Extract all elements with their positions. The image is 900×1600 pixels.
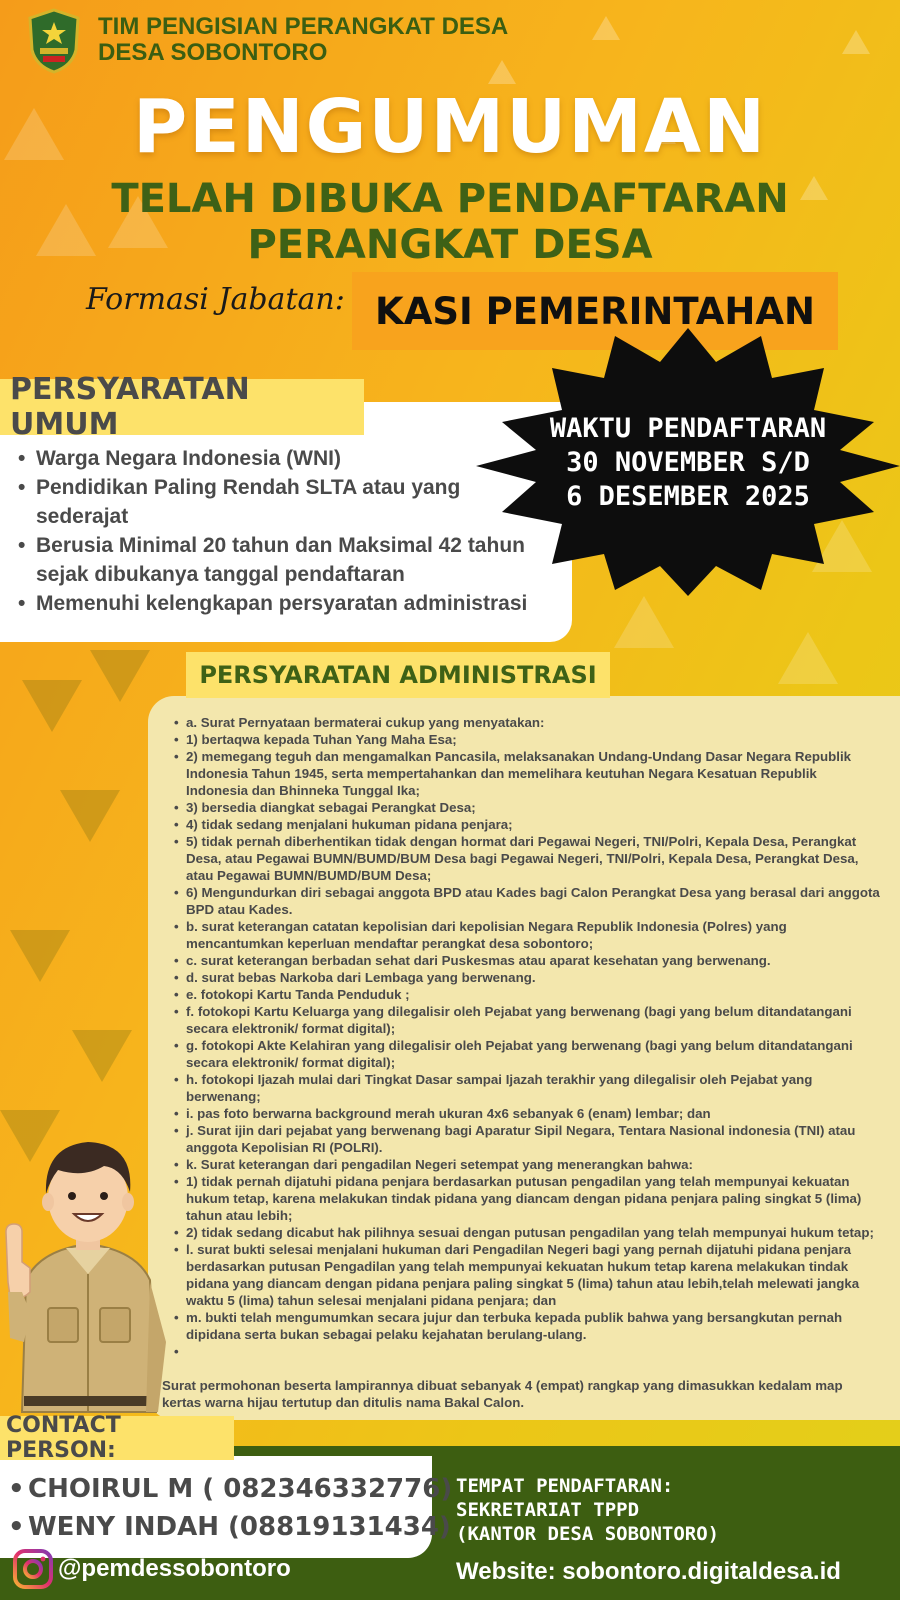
administrative-requirements-list	[174, 714, 880, 1360]
list-item: • Pendidikan Paling Rendah SLTA atau yang sederajat	[18, 473, 558, 531]
administrative-requirements-title: PERSYARATAN ADMINISTRASI	[199, 661, 597, 689]
list-item: • b. surat keterangan catatan kepolisian dari kepolisian Negara Republik Indonesia (Polres) yang mencantumkan keperluan mendaftar perangkat desa sobontoro;	[174, 918, 880, 952]
registration-place	[456, 1474, 719, 1546]
decor-triangle	[60, 790, 120, 842]
regency-crest-icon	[26, 8, 82, 74]
general-requirements-title: PERSYARATAN UMUM	[10, 372, 250, 442]
list-item: • d. surat bebas Narkoba dari Lembaga yang berwenang.	[174, 969, 880, 986]
list-item: • c. surat keterangan berbadan sehat dari Puskesmas atau aparat kesehatan yang berwenang.	[174, 952, 880, 969]
decor-triangle	[842, 30, 870, 54]
decor-triangle	[592, 16, 620, 40]
list-item: • i. pas foto berwarna background merah ukuran 4x6 sebanyak 6 (enam) lembar; dan	[174, 1105, 880, 1122]
organization-name	[98, 14, 508, 66]
list-item: • g. fotokopi Akte Kelahiran yang dilegalisir oleh Pejabat yang berwenang (bagi yang belum ditandatangani secara elektronik/ format digital);	[174, 1037, 880, 1071]
decor-triangle	[778, 632, 838, 684]
decor-triangle	[614, 596, 674, 648]
list-item: • 2) tidak sedang dicabut hak pilihnya sesuai dengan putusan pengadilan yang telah mempunyai hukum tetap;	[174, 1224, 880, 1241]
website-link[interactable]: Website: sobontoro.digitaldesa.id	[456, 1558, 841, 1585]
submission-note: Surat permohonan beserta lampirannya dibuat sebanyak 4 (empat) rangkap yang dimasukkan kedalam map kertas warna hijau tertutup dan ditulis nama Bakal Calon.	[162, 1378, 843, 1410]
period-line-1: WAKTU PENDAFTARAN	[549, 413, 827, 444]
list-item: • 1) tidak pernah dijatuhi pidana penjara berdasarkan putusan pengadilan yang telah mempunyai kekuatan hukum tetap, karena melakukan tindak pidana yang diancam dengan pidana penjara paling singkat 5 (lima) tahun atau lebih;	[174, 1173, 880, 1224]
formasi-label: Formasi Jabatan:	[86, 282, 345, 317]
decor-triangle	[10, 930, 70, 982]
decor-triangle	[90, 650, 150, 702]
place-line-2: SEKRETARIAT TPPD	[456, 1499, 640, 1521]
list-item: • Memenuhi kelengkapan persyaratan administrasi	[18, 589, 558, 618]
list-item: • e. fotokopi Kartu Tanda Penduduk ;	[174, 986, 880, 1003]
org-line-2: DESA SOBONTORO	[98, 39, 328, 66]
general-requirements-header	[0, 372, 364, 442]
contact-title: CONTACT PERSON:	[6, 1413, 121, 1463]
place-line-1: TEMPAT PENDAFTARAN:	[456, 1475, 674, 1497]
contact-list	[8, 1470, 452, 1546]
contact-person-1[interactable]: • CHOIRUL M ( 082346332776)	[8, 1470, 452, 1508]
list-item: • l. surat bukti selesai menjalani hukuman dari Pengadilan Negeri bagi yang pernah dijatuhi pidana penjara berdasarkan putusan Pengadilan yang telah mempunyai kekuatan hukum tetap karena melakukan tindak pidana yang diancam dengan pidana penjara paling singkat 5 (lima) tahun atau lebih,telah melewati jangka waktu 5 (lima) tahun selesai menjalani pidana penjara; dan	[174, 1241, 880, 1309]
list-item: • 2) memegang teguh dan mengamalkan Pancasila, melaksanakan Undang-Undang Dasar Negara Republik Indonesia Tahun 1945, serta mempertahankan dan memelihara keutuhan Negara Kesatuan Republik Indonesia dan Bhinneka Tunggal Ika;	[174, 748, 880, 799]
instagram-icon[interactable]	[12, 1548, 54, 1590]
list-item: • f. fotokopi Kartu Keluarga yang dilegalisir oleh Pejabat yang berwenang (bagi yang belum ditandatangani secara elektronik/ format digital);	[174, 1003, 880, 1037]
registration-period-text	[506, 412, 870, 514]
instagram-handle[interactable]: @pemdessobontoro	[58, 1555, 291, 1582]
list-item: • 1) bertaqwa kepada Tuhan Yang Maha Esa;	[174, 731, 880, 748]
org-line-1: TIM PENGISIAN PERANGKAT DESA	[98, 13, 509, 40]
registration-period-starburst	[476, 328, 900, 596]
period-line-2: 30 NOVEMBER S/D	[566, 447, 810, 478]
list-item: • j. Surat ijin dari pejabat yang berwenang bagi Aparatur Sipil Negara, Tentara Nasional indonesia (TNI) atau anggota Kepolisian RI (POLRI).	[174, 1122, 880, 1156]
period-line-3: 6 DESEMBER 2025	[566, 481, 810, 512]
list-item: • 3) bersedia diangkat sebagai Perangkat Desa;	[174, 799, 880, 816]
officer-character-illustration	[0, 1112, 176, 1420]
contact-header	[0, 1413, 234, 1463]
headline-title: PENGUMUMAN	[132, 84, 768, 170]
list-item: • 5) tidak pernah diberhentikan tidak dengan hormat dari Pegawai Negeri, TNI/Polri, Kepala Desa, Perangkat Desa, atau Pegawai BUMN/BUMD/BUM Desa bagi Pegawai Negeri, TNI/Polri, Kepala Desa, Perangkat Desa, atau Pegawai BUMN/BUMD/BUM Desa;	[174, 833, 880, 884]
list-item: • Berusia Minimal 20 tahun dan Maksimal 42 tahun sejak dibukanya tanggal pendaftaran	[18, 531, 558, 589]
list-item: • h. fotokopi Ijazah mulai dari Tingkat Dasar sampai Ijazah terakhir yang dilegalisir oleh Pejabat yang berwenang;	[174, 1071, 880, 1105]
list-item: • k. Surat keterangan dari pengadilan Negeri setempat yang menerangkan bahwa:	[174, 1156, 880, 1173]
formasi-value: KASI PEMERINTAHAN	[375, 289, 815, 333]
list-item: • 4) tidak sedang menjalani hukuman pidana penjara;	[174, 816, 880, 833]
subhead-line-2: PERANGKAT DESA	[247, 222, 653, 268]
decor-triangle	[72, 1030, 132, 1082]
list-item: • m. bukti telah mengumumkan secara jujur dan terbuka kepada publik bahwa yang bersangkutan pernah dipidana serta bukan sebagai pelaku kejahatan berulang-ulang.	[174, 1309, 880, 1343]
subhead-line-1: TELAH DIBUKA PENDAFTARAN	[111, 176, 789, 222]
administrative-requirements-header	[186, 652, 610, 698]
list-item: • Warga Negara Indonesia (WNI)	[18, 444, 558, 473]
list-item: • 6) Mengundurkan diri sebagai anggota BPD atau Kades bagi Calon Perangkat Desa yang berasal dari anggota BPD atau Kades.	[174, 884, 880, 918]
subheadline	[0, 176, 900, 268]
decor-triangle	[22, 680, 82, 732]
list-item: • a. Surat Pernyataan bermaterai cukup yang menyatakan:	[174, 714, 880, 731]
list-item-empty	[174, 1343, 880, 1360]
contact-person-2[interactable]: • WENY INDAH (08819131434)	[8, 1508, 452, 1546]
place-line-3: (KANTOR DESA SOBONTORO)	[456, 1523, 720, 1545]
